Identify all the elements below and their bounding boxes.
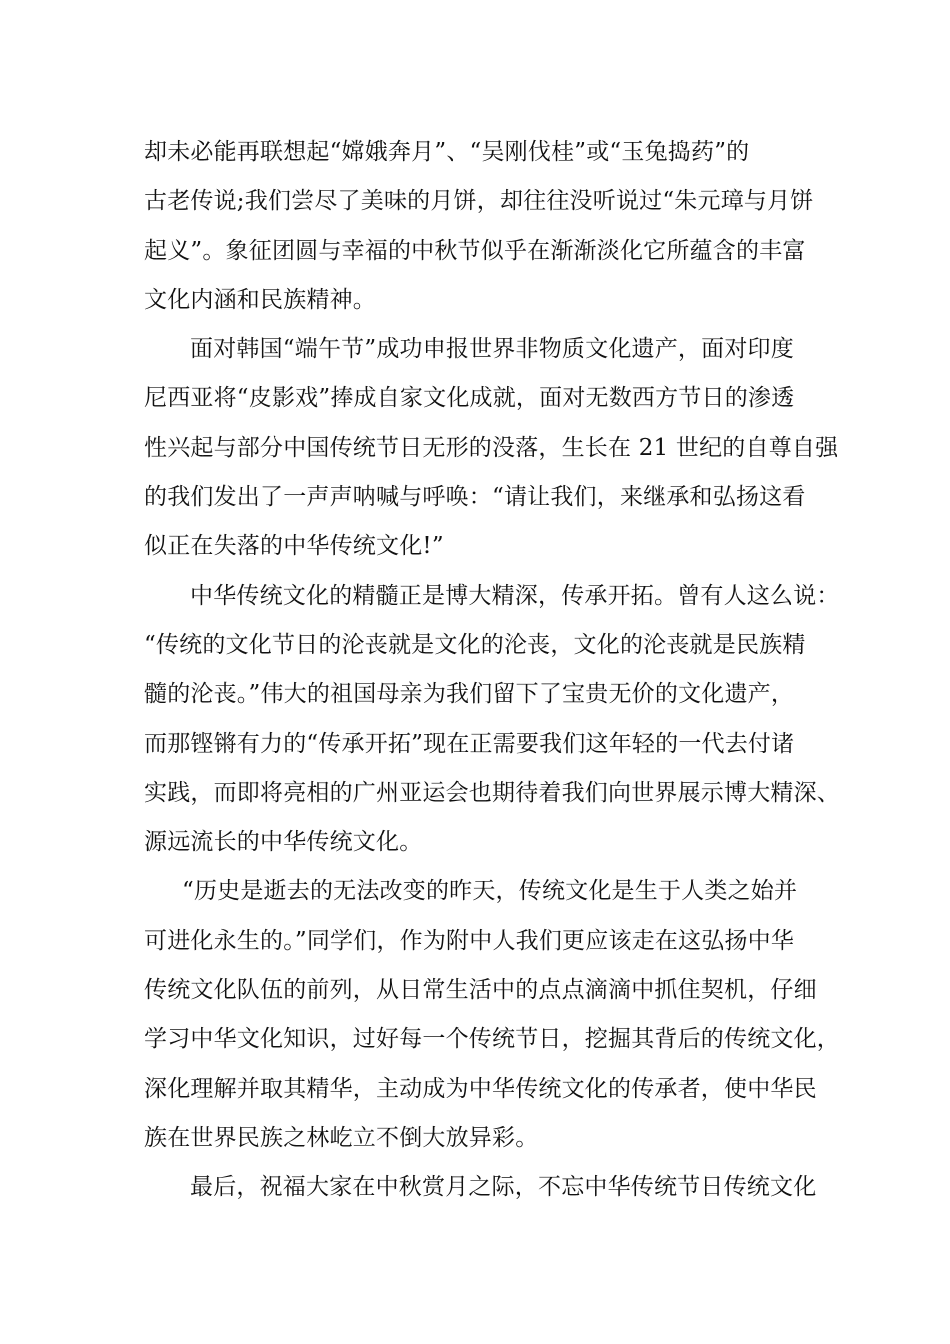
text-line: 的我们发出了一声声呐喊与呼唤：“请让我们，来继承和弘扬这看 [144,484,806,511]
text-line: 中华传统文化的精髓正是博大精深，传承开拓。曾有人这么说： [190,582,840,609]
paragraph-3 [144,572,840,868]
text-line: 髓的沦丧。”伟大的祖国母亲为我们留下了宝贵无价的文化遗产， [144,681,795,708]
text-line: 族在世界民族之林屹立不倒大放异彩。 [144,1124,539,1151]
paragraph-2 [144,325,839,571]
text-line: “历史是逝去的无法改变的昨天，传统文化是生于人类之始并 [182,878,798,905]
text-line: 面对韩国“端午节”成功申报世界非物质文化遗产，面对印度 [190,336,794,363]
text-line: “传统的文化节日的沦丧就是文化的沦丧，文化的沦丧就是民族精 [144,631,806,658]
text-line: 学习中华文化知识，过好每一个传统节日，挖掘其背后的传统文化， [144,1026,840,1053]
text-line: 可进化永生的。”同学们，作为附中人我们更应该走在这弘扬中华 [144,927,795,954]
text-line: 实践，而即将亮相的广州亚运会也期待着我们向世界展示博大精深、 [144,779,840,806]
text-line: 源远流长的中华传统文化。 [144,829,423,856]
text-line: 古老传说;我们尝尽了美味的月饼，却往往没听说过“朱元璋与月饼 [144,188,814,215]
document-body [144,128,840,1213]
text-line: 尼西亚将“皮影戏”捧成自家文化成就，面对无数西方节日的渗透 [144,385,795,412]
paragraph-5 [144,1163,816,1212]
paragraph-1 [144,128,816,325]
text-line: 性兴起与部分中国传统节日无形的没落，生长在 21 世纪的自尊自强 [144,434,839,461]
text-line: 而那铿锵有力的“传承开拓”现在正需要我们这年轻的一代去付诸 [144,730,795,757]
text-line: 却未必能再联想起“嫦娥奔月”、“吴刚伐桂”或“玉兔捣药”的 [144,139,750,165]
text-line: 似正在失落的中华传统文化!” [144,533,444,560]
text-line: 起义”。象征团圆与幸福的中秋节似乎在渐渐淡化它所蕴含的丰富 [144,237,806,264]
text-line: 深化理解并取其精华，主动成为中华传统文化的传承者，使中华民 [144,1075,817,1102]
text-line: 文化内涵和民族精神。 [144,286,376,313]
text-line: 传统文化队伍的前列，从日常生活中的点点滴滴中抓住契机，仔细 [144,977,817,1004]
text-line: 最后，祝福大家在中秋赏月之际，不忘中华传统节日传统文化 [190,1174,817,1201]
paragraph-4 [144,867,840,1163]
